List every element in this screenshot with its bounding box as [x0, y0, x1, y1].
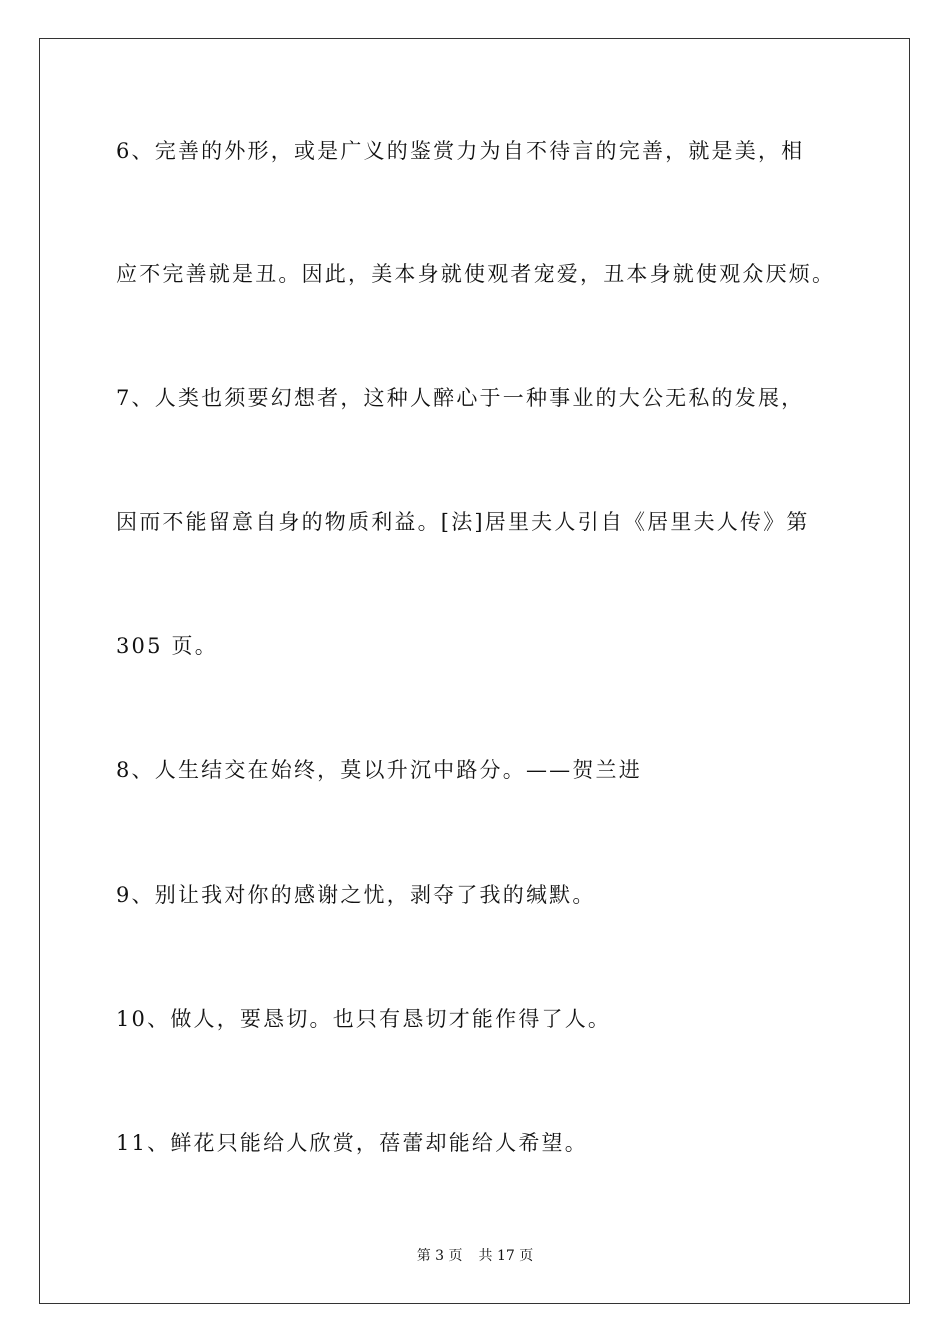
- text-line: 9、别让我对你的感谢之忧，剥夺了我的缄默。: [116, 883, 596, 907]
- text-line: 8、人生结交在始终，莫以升沉中路分。——贺兰进: [116, 758, 642, 782]
- text-line: 应不完善就是丑。因此，美本身就使观者宠爱，丑本身就使观众厌烦。: [116, 262, 836, 286]
- text-line: 305 页。: [116, 634, 218, 658]
- text-line: 7、人类也须要幻想者，这种人醉心于一种事业的大公无私的发展，: [116, 386, 805, 410]
- text-line: 11、鲜花只能给人欣赏，蓓蕾却能给人希望。: [116, 1131, 588, 1155]
- text-line: 10、做人，要恳切。也只有恳切才能作得了人。: [116, 1007, 612, 1031]
- page-footer: [0, 1246, 950, 1266]
- page-frame: [39, 38, 910, 1304]
- page-total: 共 17 页: [478, 1248, 534, 1264]
- page-number: 第 3 页: [416, 1248, 463, 1264]
- text-line: 6、完善的外形，或是广义的鉴赏力为自不待言的完善，就是美，相: [116, 139, 805, 163]
- text-line: 因而不能留意自身的物质利益。[法]居里夫人引自《居里夫人传》第: [116, 510, 810, 534]
